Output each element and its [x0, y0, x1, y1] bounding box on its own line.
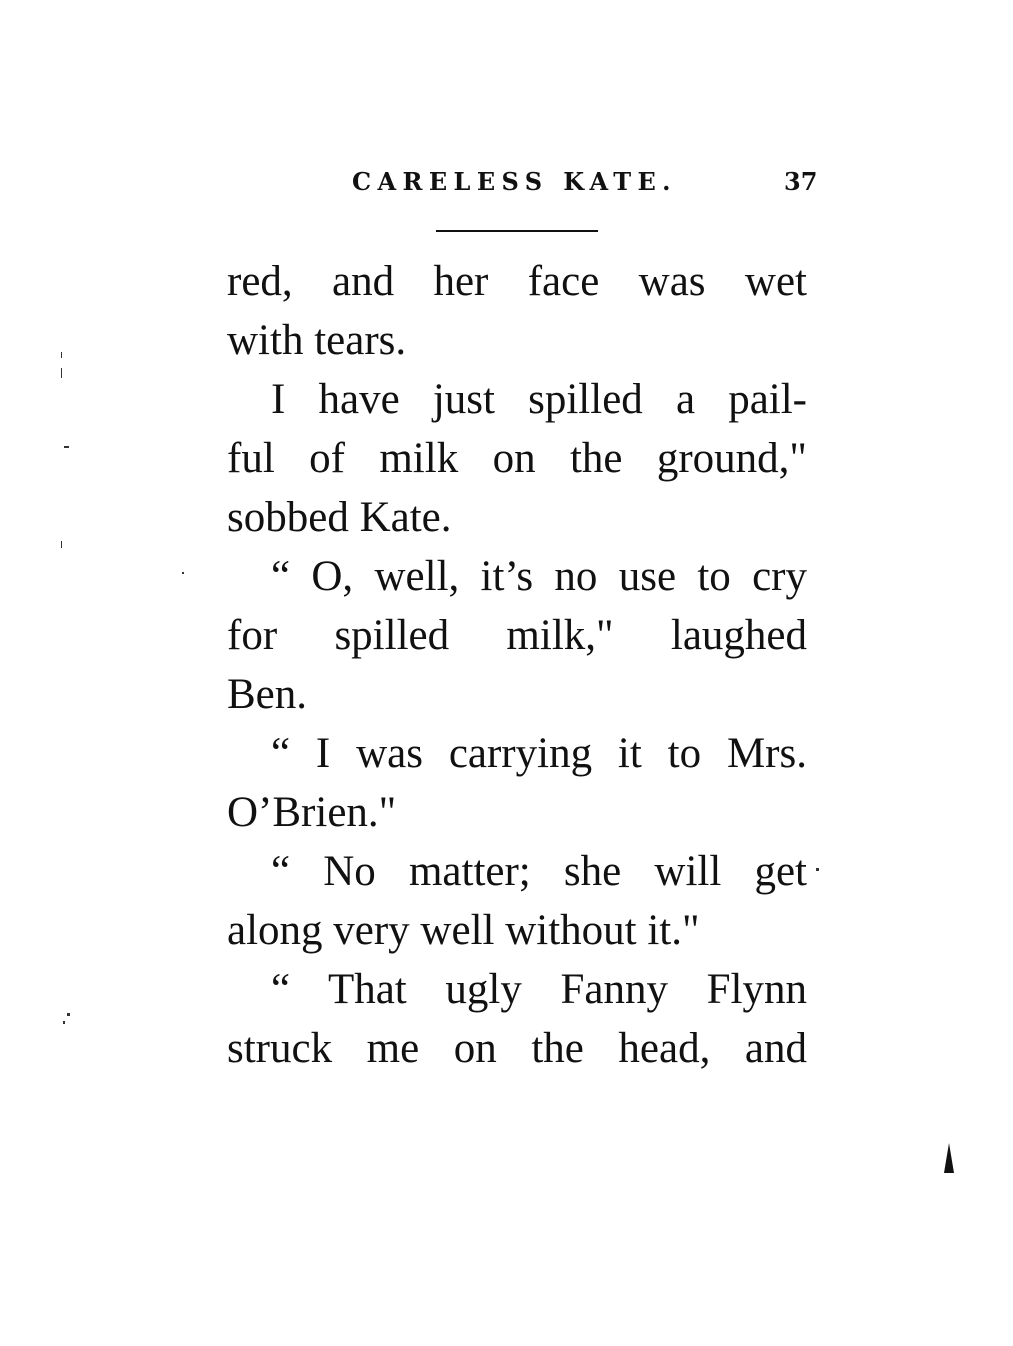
edge-mark — [944, 1143, 954, 1173]
text-line: sobbed Kate. — [227, 494, 452, 541]
text-line: I have just spilled a pail- — [271, 376, 807, 423]
text-line: for spilled milk," laughed — [227, 612, 807, 659]
scan-speck — [67, 1013, 70, 1016]
text-line: “ I was carrying it to Mrs. — [271, 730, 807, 777]
running-head: CARELESS KATE. — [352, 167, 677, 196]
scan-speck — [61, 541, 62, 548]
text-line: “ O, well, it’s no use to cry — [271, 553, 807, 600]
body-text — [227, 252, 807, 1078]
text-line: ful of milk on the ground," — [227, 435, 807, 482]
scan-speck — [61, 352, 62, 358]
text-line: red, and her face was wet — [227, 258, 807, 305]
text-line: “ No matter; she will get — [271, 848, 807, 895]
text-line: “ That ugly Fanny Flynn — [271, 966, 807, 1013]
scan-speck — [182, 572, 184, 574]
scan-speck — [64, 446, 69, 448]
text-line: along very well without it." — [227, 907, 700, 954]
text-line: O’Brien." — [227, 789, 397, 836]
scan-speck — [63, 1021, 65, 1024]
page-number: 37 — [784, 167, 818, 196]
header-rule — [436, 230, 598, 232]
scan-speck — [61, 368, 62, 378]
text-line: struck me on the head, and — [227, 1025, 807, 1072]
scan-speck — [816, 868, 819, 871]
text-line: Ben. — [227, 671, 308, 718]
text-line: with tears. — [227, 317, 407, 364]
